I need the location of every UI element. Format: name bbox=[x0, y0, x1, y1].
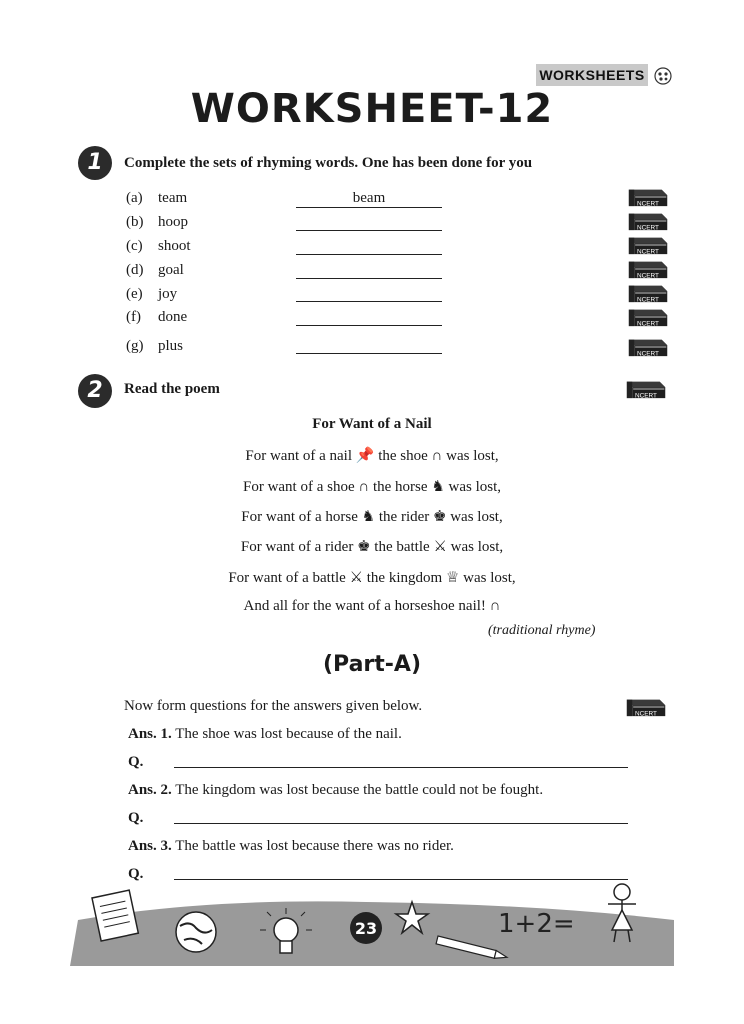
answer-text: The battle was lost because there was no rider. bbox=[175, 838, 454, 854]
poem-line bbox=[0, 598, 744, 615]
nail-icon: 📌 bbox=[355, 448, 375, 464]
svg-text:NCERT: NCERT bbox=[637, 272, 659, 280]
ncert-book-icon bbox=[626, 210, 670, 232]
svg-text:NCERT: NCERT bbox=[635, 392, 657, 400]
answer-3 bbox=[128, 838, 454, 855]
answer-text: The kingdom was lost because the battle could not be fought. bbox=[175, 782, 544, 798]
answer-line[interactable] bbox=[296, 325, 442, 326]
rhyme-label: (f) bbox=[126, 309, 141, 325]
answer-2 bbox=[128, 782, 543, 799]
answer-1 bbox=[128, 726, 402, 743]
rhyme-label: (g) bbox=[126, 338, 144, 354]
rhyme-label: (c) bbox=[126, 238, 143, 254]
poem-text: the kingdom bbox=[366, 570, 443, 586]
question-label: Q. bbox=[128, 866, 144, 882]
poem-text: was lost, bbox=[446, 448, 499, 464]
svg-text:NCERT: NCERT bbox=[637, 296, 659, 304]
answer-label: Ans. 1. bbox=[128, 726, 172, 742]
question-label: Q. bbox=[128, 810, 144, 826]
rhyme-word: goal bbox=[158, 262, 184, 278]
poem-text: For want of a rider bbox=[240, 539, 354, 555]
poem-text: the horse bbox=[372, 479, 428, 495]
answer-line[interactable] bbox=[296, 301, 442, 302]
rhyme-label: (d) bbox=[126, 262, 144, 278]
ncert-book-icon bbox=[624, 378, 668, 400]
answer-label: Ans. 2. bbox=[128, 782, 172, 798]
answer-label: Ans. 3. bbox=[128, 838, 172, 854]
section-number-2: 2 bbox=[78, 374, 112, 408]
poem-text: And all for the want of a horseshoe nail! bbox=[243, 598, 486, 614]
svg-text:NCERT: NCERT bbox=[637, 248, 659, 256]
svg-text:NCERT: NCERT bbox=[637, 350, 659, 358]
poem-line bbox=[0, 477, 744, 496]
rhyme-word: hoop bbox=[158, 214, 188, 230]
question-label: Q. bbox=[128, 754, 144, 770]
horseshoe-icon: ∩ bbox=[431, 448, 443, 464]
poem-text: was lost, bbox=[450, 539, 504, 555]
rider-icon: ♚ bbox=[357, 539, 371, 555]
section-number-1: 1 bbox=[78, 146, 112, 180]
rhyme-label: (b) bbox=[126, 214, 144, 230]
poem-text: was lost, bbox=[448, 479, 502, 495]
poem-title: For Want of a Nail bbox=[312, 416, 432, 432]
globe-icon bbox=[176, 912, 216, 952]
horse-icon: ♞ bbox=[431, 479, 445, 495]
rhyme-word: shoot bbox=[158, 238, 191, 254]
ncert-book-icon bbox=[626, 258, 670, 280]
notepad-icon bbox=[92, 890, 138, 941]
ncert-book-icon bbox=[626, 282, 670, 304]
poem-text: was lost, bbox=[450, 509, 503, 525]
svg-text:NCERT: NCERT bbox=[635, 710, 657, 718]
page-number: 23 bbox=[354, 919, 378, 938]
poem-line bbox=[0, 537, 744, 556]
sword-icon: ⚔ bbox=[433, 539, 447, 555]
horse-icon: ♞ bbox=[361, 509, 376, 525]
page-title: WORKSHEET-12 bbox=[190, 86, 554, 132]
answer-line[interactable] bbox=[296, 207, 442, 208]
poem-text: For want of a horse bbox=[241, 509, 358, 525]
poem-line bbox=[0, 568, 744, 587]
sword-icon: ⚔ bbox=[349, 570, 364, 586]
footer-band bbox=[66, 880, 680, 970]
section1-instruction: Complete the sets of rhyming words. One has been done for you bbox=[124, 155, 533, 171]
rhyme-answer: beam bbox=[352, 190, 386, 206]
poem-line bbox=[0, 507, 744, 526]
answer-text: The shoe was lost because of the nail. bbox=[175, 726, 402, 742]
svg-text:NCERT: NCERT bbox=[637, 320, 659, 328]
poem-text: the battle bbox=[374, 539, 430, 555]
rhyme-word: done bbox=[158, 309, 188, 325]
svg-text:NCERT: NCERT bbox=[637, 224, 659, 232]
horseshoe-icon: ∩ bbox=[358, 479, 370, 495]
rhyme-label: (e) bbox=[126, 286, 143, 302]
ncert-book-icon bbox=[626, 306, 670, 328]
poem-text: the rider bbox=[378, 509, 430, 525]
poem-text: For want of a nail bbox=[245, 448, 353, 464]
poem-text: For want of a shoe bbox=[242, 479, 355, 495]
rhyme-word: plus bbox=[158, 338, 184, 354]
section2-instruction: Read the poem bbox=[124, 381, 220, 397]
part-a-heading: (Part-A) bbox=[322, 652, 421, 677]
answer-line[interactable] bbox=[296, 278, 442, 279]
part-a-instruction: Now form questions for the answers given below. bbox=[124, 698, 423, 714]
answer-line[interactable] bbox=[296, 254, 442, 255]
poem-text: the shoe bbox=[378, 448, 428, 464]
rider-icon: ♚ bbox=[433, 509, 447, 525]
worksheets-tag: WORKSHEETS bbox=[536, 64, 648, 86]
poem-text: was lost, bbox=[463, 570, 516, 586]
poem-text: For want of a battle bbox=[228, 570, 346, 586]
poem-line bbox=[0, 446, 744, 465]
rhyme-label: (a) bbox=[126, 190, 143, 206]
ncert-book-icon bbox=[626, 234, 670, 256]
question-line[interactable] bbox=[174, 767, 628, 768]
ladybug-icon bbox=[652, 64, 674, 86]
answer-line[interactable] bbox=[296, 353, 442, 354]
rhyme-word: team bbox=[158, 190, 188, 206]
svg-text:NCERT: NCERT bbox=[637, 200, 659, 208]
ncert-book-icon bbox=[624, 696, 668, 718]
crown-icon: ♕ bbox=[445, 570, 460, 586]
question-line[interactable] bbox=[174, 823, 628, 824]
math-doodle: 1+2= bbox=[498, 909, 575, 939]
answer-line[interactable] bbox=[296, 230, 442, 231]
poem-credit: (traditional rhyme) bbox=[488, 623, 596, 638]
rhyme-word: joy bbox=[158, 286, 178, 302]
horseshoe-icon: ∩ bbox=[489, 598, 501, 614]
ncert-book-icon bbox=[626, 186, 670, 208]
ncert-book-icon bbox=[626, 336, 670, 358]
